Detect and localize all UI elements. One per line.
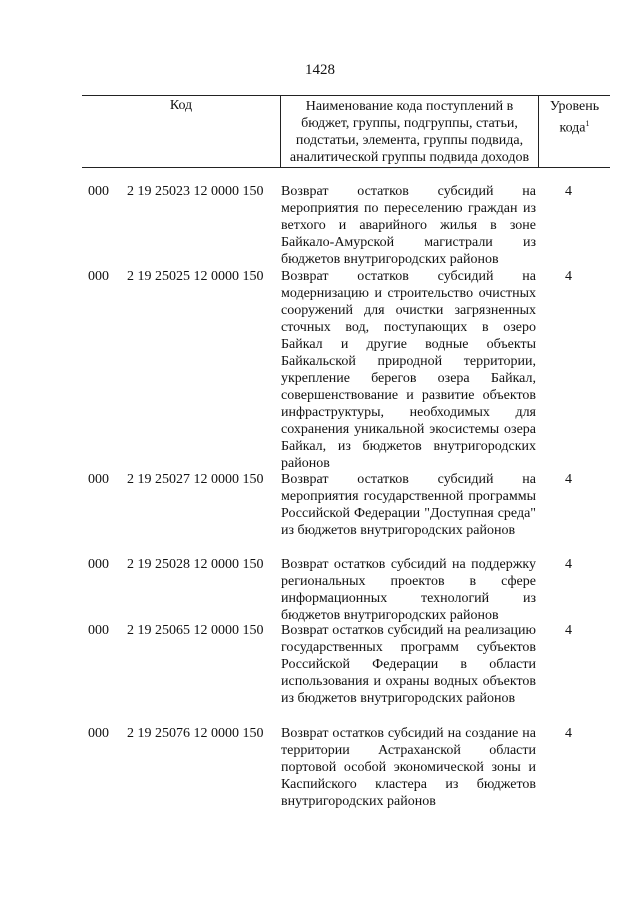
row-level: 4 — [565, 269, 572, 284]
row-level: 4 — [565, 557, 572, 572]
row-code: 2 19 25065 12 0000 150 — [127, 623, 264, 638]
row-description: Возврат остатков субсидий на создание на территории Астраханской области портовой особой экономической зоны и Каспийского кластера из бюджетов внутригородских районов — [281, 726, 536, 809]
header-level-footnote: 1 — [585, 119, 590, 128]
row-prefix: 000 — [88, 726, 109, 741]
header-name: Наименование кода поступлений в бюджет, группы, подгруппы, статьи, подстатьи, элемента, группы подвида, аналитической группы подвида доходов — [280, 96, 539, 167]
row-code: 2 19 25025 12 0000 150 — [127, 269, 264, 284]
row-prefix: 000 — [88, 623, 109, 638]
row-level: 4 — [565, 184, 572, 199]
header-level-label: Уровень кода — [549, 99, 600, 136]
row-prefix: 000 — [88, 557, 109, 572]
row-code: 2 19 25027 12 0000 150 — [127, 472, 264, 487]
row-description: Возврат остатков субсидий на мероприятия по переселению граждан из ветхого и аварийного жилья в зоне Байкало-Амурской магистрали из бюджетов внутригородских районов — [281, 184, 536, 267]
row-level: 4 — [565, 726, 572, 741]
row-level: 4 — [565, 472, 572, 487]
row-description: Возврат остатков субсидий на реализацию государственных программ субъектов Российской Федерации в области использования и охраны водных объектов из бюджетов внутригородских районов — [281, 623, 536, 706]
row-prefix: 000 — [88, 184, 109, 199]
page-number: 1428 — [305, 62, 335, 78]
row-level: 4 — [565, 623, 572, 638]
header-code: Код — [169, 98, 193, 113]
row-code: 2 19 25076 12 0000 150 — [127, 726, 264, 741]
row-prefix: 000 — [88, 269, 109, 284]
table-header — [82, 95, 610, 168]
header-level — [539, 98, 610, 137]
row-description: Возврат остатков субсидий на поддержку региональных проектов в сфере информационных технологий из бюджетов внутригородских районов — [281, 557, 536, 623]
row-code: 2 19 25028 12 0000 150 — [127, 557, 264, 572]
row-code: 2 19 25023 12 0000 150 — [127, 184, 264, 199]
row-description: Возврат остатков субсидий на модернизацию и строительство очистных сооружений для очистки загрязненных сточных вод, поступающих в озеро Байкал и другие водные объекты Байкальской природной территории, укрепление берегов озера Байкал, совершенствование и развитие объектов инфраструктуры, необходимых для сохранения уникальной экосистемы озера Байкал, из бюджетов внутригородских районов — [281, 269, 536, 471]
row-prefix: 000 — [88, 472, 109, 487]
row-description: Возврат остатков субсидий на мероприятия государственной программы Российской Федерации "Доступная среда" из бюджетов внутригородских районов — [281, 472, 536, 538]
